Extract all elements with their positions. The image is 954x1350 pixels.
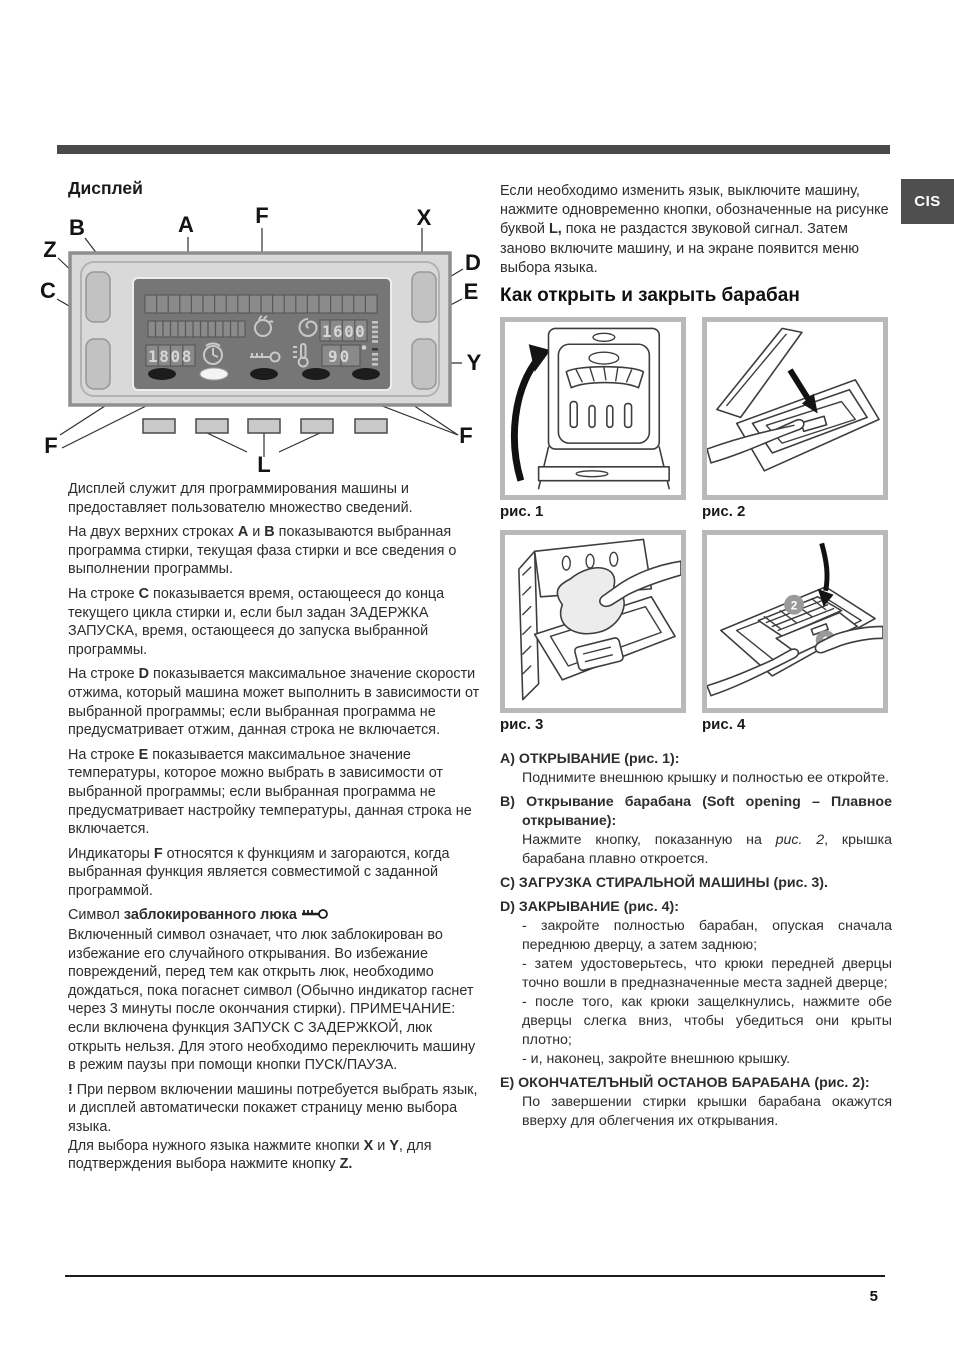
drum-heading: Как открыть и закрыть барабан: [500, 285, 800, 306]
svg-text:L: L: [257, 452, 271, 477]
time-display-c: [146, 345, 195, 366]
paragraph: На строке C показывается время, остающееся до конца текущего цикла стирки и, если был задан ЗАДЕРЖКА ЗАПУСКА, время, остающееся до запуска выбранной программы.: [68, 585, 445, 658]
control-panel: [70, 253, 450, 405]
side-button-x[interactable]: [412, 272, 436, 322]
program-row-a: [145, 295, 377, 313]
figure-1: [500, 317, 686, 500]
indicator-5: [352, 368, 380, 380]
bottom-rule: [65, 1275, 885, 1277]
svg-text:X: X: [416, 205, 432, 230]
figure-2: [702, 317, 888, 500]
drum-steps: [500, 750, 892, 1136]
phase-row-b: [148, 321, 245, 337]
side-button-left-bottom[interactable]: [86, 339, 110, 389]
svg-text:F: F: [459, 423, 473, 448]
side-button-y[interactable]: [412, 339, 436, 389]
indicator-3: [250, 368, 278, 380]
paragraph: На строке E показывается максимальное значение температуры, которое можно выбрать в зависимости от выбранной программы; если выбранная программа не предусматривает настройку температуры, данная строка не включается.: [68, 746, 472, 838]
paragraph-language-note: ! При первом включении машины потребуется выбрать язык, и дисплей автоматически покажет страницу меню выбора языка. Для выбора нужного языка нажмите кнопки X и Y, для подтверждения выбора нажмите кнопку Z.: [68, 1081, 478, 1173]
indicator-1: [148, 368, 176, 380]
door-locked-icon: [301, 907, 328, 926]
figure-1-caption: рис. 1: [500, 503, 544, 520]
figure-2-caption: рис. 2: [702, 503, 746, 520]
svg-text:1808: 1808: [148, 347, 193, 366]
figure-4: [702, 530, 888, 713]
figure-1-art: [505, 322, 681, 495]
figure-4-art: [707, 535, 883, 708]
svg-text:A: A: [178, 212, 194, 237]
page-number: 5: [869, 1288, 878, 1305]
figure-4-caption: рис. 4: [702, 716, 746, 733]
button-row-l[interactable]: [143, 419, 387, 433]
side-button-z[interactable]: [86, 272, 110, 322]
paragraph: Индикаторы F относятся к функциям и загораются, когда выбранная функция является совместимой с заданной программой.: [68, 845, 450, 899]
svg-text:90: 90: [328, 347, 352, 366]
svg-text:F: F: [255, 203, 269, 228]
display-heading: Дисплей: [68, 178, 143, 198]
svg-text:Y: Y: [466, 350, 482, 375]
paragraph: На строке D показывается максимальное значение скорости отжима, который машина может выполнить в зависимости от выбранной программы; если выбранная программа не предусматривает отжим, данная строка не включается.: [68, 666, 480, 739]
paragraph-door-lock: Символ заблокированного люка Включенный символ означает, что люк заблокирован во избежание его случайного открывания. Во избежание повреждений, перед тем как открыть люк, необходимо дождаться, пока погаснет символ (Обычно индикатор гаснет через 3 минуты после окончания стирки). ПРИМЕЧАНИЕ: если включена функция ЗАПУСК С ЗАДЕРЖКОЙ, люк открыть нельзя. Для этого необходимо переключить машину в режим паузы при помощи кнопки ПУСК/ПАУЗА.: [68, 907, 476, 1074]
svg-text:F: F: [44, 433, 58, 458]
svg-text:E: E: [463, 279, 479, 304]
paragraph: На двух верхних строках A и B показываются выбранная программа стирки, текущая фаза стирки и все сведения о выполнении программы.: [68, 524, 457, 578]
figure-2-art: [707, 322, 883, 495]
figure-3-caption: рис. 3: [500, 716, 544, 733]
svg-text:1600: 1600: [322, 322, 367, 341]
region-badge: CIS: [901, 179, 954, 224]
badge-2: 2: [790, 598, 798, 613]
step-e: E) ОКОНЧАТЕЛЪНЫЙ ОСТАНОВ БАРАБАНА (рис. 2): По завершении стирки крышки барабана окажутся вверху для облегчения их открывания.: [500, 1075, 892, 1129]
top-rule: [57, 145, 890, 154]
svg-text:C: C: [40, 278, 56, 303]
display-diagram: [30, 195, 490, 485]
display-description: [68, 480, 482, 1180]
figure-3-art: [505, 535, 681, 708]
step-b: B) Открывание барабана (Soft opening – Плавное открывание): Нажмите кнопку, показанную на рис. 2, крышка барабана плавно откроется.: [500, 794, 892, 867]
language-change-paragraph: Если необходимо изменить язык, выключите машину, нажмите одновременно кнопки, обозначенные на рисунке буквой L, пока не раздастся звуковой сигнал. Затем заново включите машину, и на экране появится меню выбора языка.: [500, 183, 889, 276]
svg-text:D: D: [465, 250, 481, 275]
paragraph: Дисплей служит для программирования машины и предоставляет пользователю множество сведений.: [68, 481, 413, 516]
step-d: D) ЗАКРЫВАНИЕ (рис. 4): - закройте полностью барабан, опуская сначала переднюю дверцу, а затем заднюю; - затем удостоверьтесь, что крюки передней дверцы точно вошли в предназначенные места задней дверце; - после того, как крюки защелкнулись, нажмите обе дверцы слегка вниз, чтобы убедиться они крыты плотно; - и, наконец, закройте внешнюю крышку.: [500, 899, 892, 1067]
step-c: C) ЗАГРУЗКА СТИРАЛЬНОЙ МАШИНЫ (рис. 3).: [500, 875, 828, 891]
svg-text:B: B: [69, 215, 85, 240]
indicator-4: [302, 368, 330, 380]
step-a: A) ОТКРЫВАНИЕ (рис. 1): Поднимите внешнюю крышку и полностью ее откройте.: [500, 751, 890, 786]
svg-text:Z: Z: [43, 237, 57, 262]
figure-3: [500, 530, 686, 713]
indicator-2: [200, 368, 228, 380]
